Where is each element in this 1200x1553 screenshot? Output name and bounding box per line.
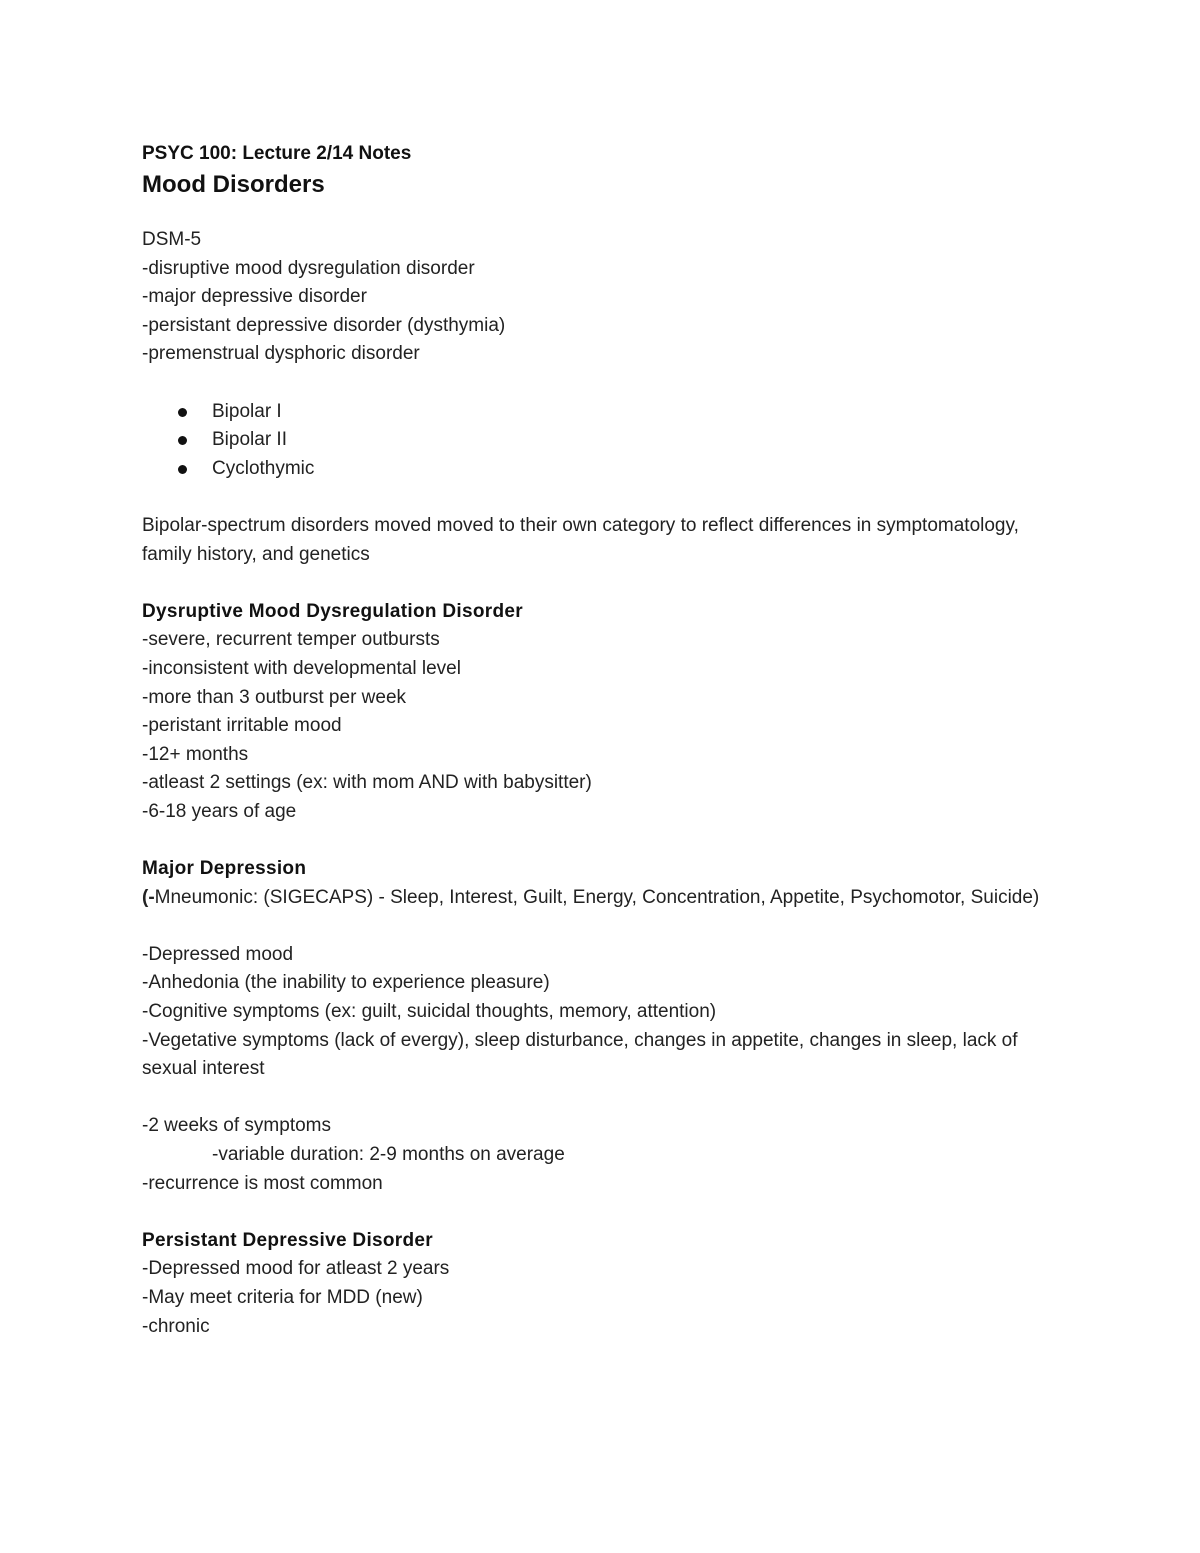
dmdd-item: -6-18 years of age	[142, 800, 297, 822]
spacer	[142, 483, 1042, 512]
spacer	[142, 1198, 1042, 1227]
mnemonic-text: Mneumonic: (SIGECAPS) - Sleep, Interest, Guilt, Energy, Concentration, Appetite, Psychomotor, Suicide)	[154, 886, 1040, 908]
section-heading-pdd: Persistant Depressive Disorder	[142, 1229, 433, 1251]
symptom-item: -Vegetative symptoms (lack of evergy), sleep disturbance, changes in appetite, changes in sleep, lack of sexual interest	[142, 1029, 1018, 1080]
list-item-label: Bipolar I	[212, 400, 282, 422]
duration-line: -2 weeks of symptoms	[142, 1115, 331, 1137]
bullet-icon	[178, 408, 187, 417]
course-title: PSYC 100: Lecture 2/14 Notes	[142, 143, 412, 164]
variable-duration-line: -variable duration: 2-9 months on average	[212, 1144, 565, 1165]
recurrence-line: -recurrence is most common	[142, 1172, 383, 1194]
dmdd-item: -peristant irritable mood	[142, 715, 342, 737]
dmdd-item: -more than 3 outburst per week	[142, 686, 407, 708]
dsm-label: DSM-5	[142, 229, 202, 250]
mnemonic-line	[142, 884, 1042, 913]
list-item	[142, 398, 1042, 427]
page-title: Mood Disorders	[142, 171, 325, 198]
spacer	[142, 826, 1042, 855]
dsm-item: -persistant depressive disorder (dysthymia)	[142, 314, 506, 336]
bipolar-list	[142, 398, 1042, 484]
list-item-label: Bipolar II	[212, 429, 287, 451]
document-page	[142, 140, 1042, 1341]
spacer	[142, 1084, 1042, 1113]
dmdd-item: -inconsistent with developmental level	[142, 657, 461, 679]
dmdd-item: -12+ months	[142, 743, 249, 765]
pdd-item: -Depressed mood for atleast 2 years	[142, 1258, 450, 1280]
dmdd-item: -severe, recurrent temper outbursts	[142, 629, 440, 651]
bullet-icon	[178, 465, 187, 474]
pdd-item: -May meet criteria for MDD (new)	[142, 1286, 423, 1308]
section-heading-major-depression: Major Depression	[142, 858, 307, 880]
symptom-item: -Depressed mood	[142, 943, 294, 965]
symptom-item: -Cognitive symptoms (ex: guilt, suicidal thoughts, memory, attention)	[142, 1001, 717, 1023]
spacer	[142, 912, 1042, 941]
bullet-icon	[178, 436, 187, 445]
symptom-item: -Anhedonia (the inability to experience pleasure)	[142, 972, 550, 994]
dmdd-item: -atleast 2 settings (ex: with mom AND with babysitter)	[142, 772, 592, 794]
bipolar-note: Bipolar-spectrum disorders moved moved to their own category to reflect differences in symptomatology, family history, and genetics	[142, 514, 1019, 565]
dsm-item: -major depressive disorder	[142, 286, 367, 308]
list-item	[142, 426, 1042, 455]
dsm-item: -disruptive mood dysregulation disorder	[142, 257, 475, 279]
mnemonic-open: (-	[142, 886, 155, 908]
list-item	[142, 455, 1042, 484]
section-heading-dmdd: Dysruptive Mood Dysregulation Disorder	[142, 600, 523, 622]
pdd-item: -chronic	[142, 1315, 210, 1337]
dsm-item: -premenstrual dysphoric disorder	[142, 343, 420, 365]
list-item-label: Cyclothymic	[212, 457, 315, 479]
spacer	[142, 369, 1042, 398]
spacer	[142, 569, 1042, 598]
